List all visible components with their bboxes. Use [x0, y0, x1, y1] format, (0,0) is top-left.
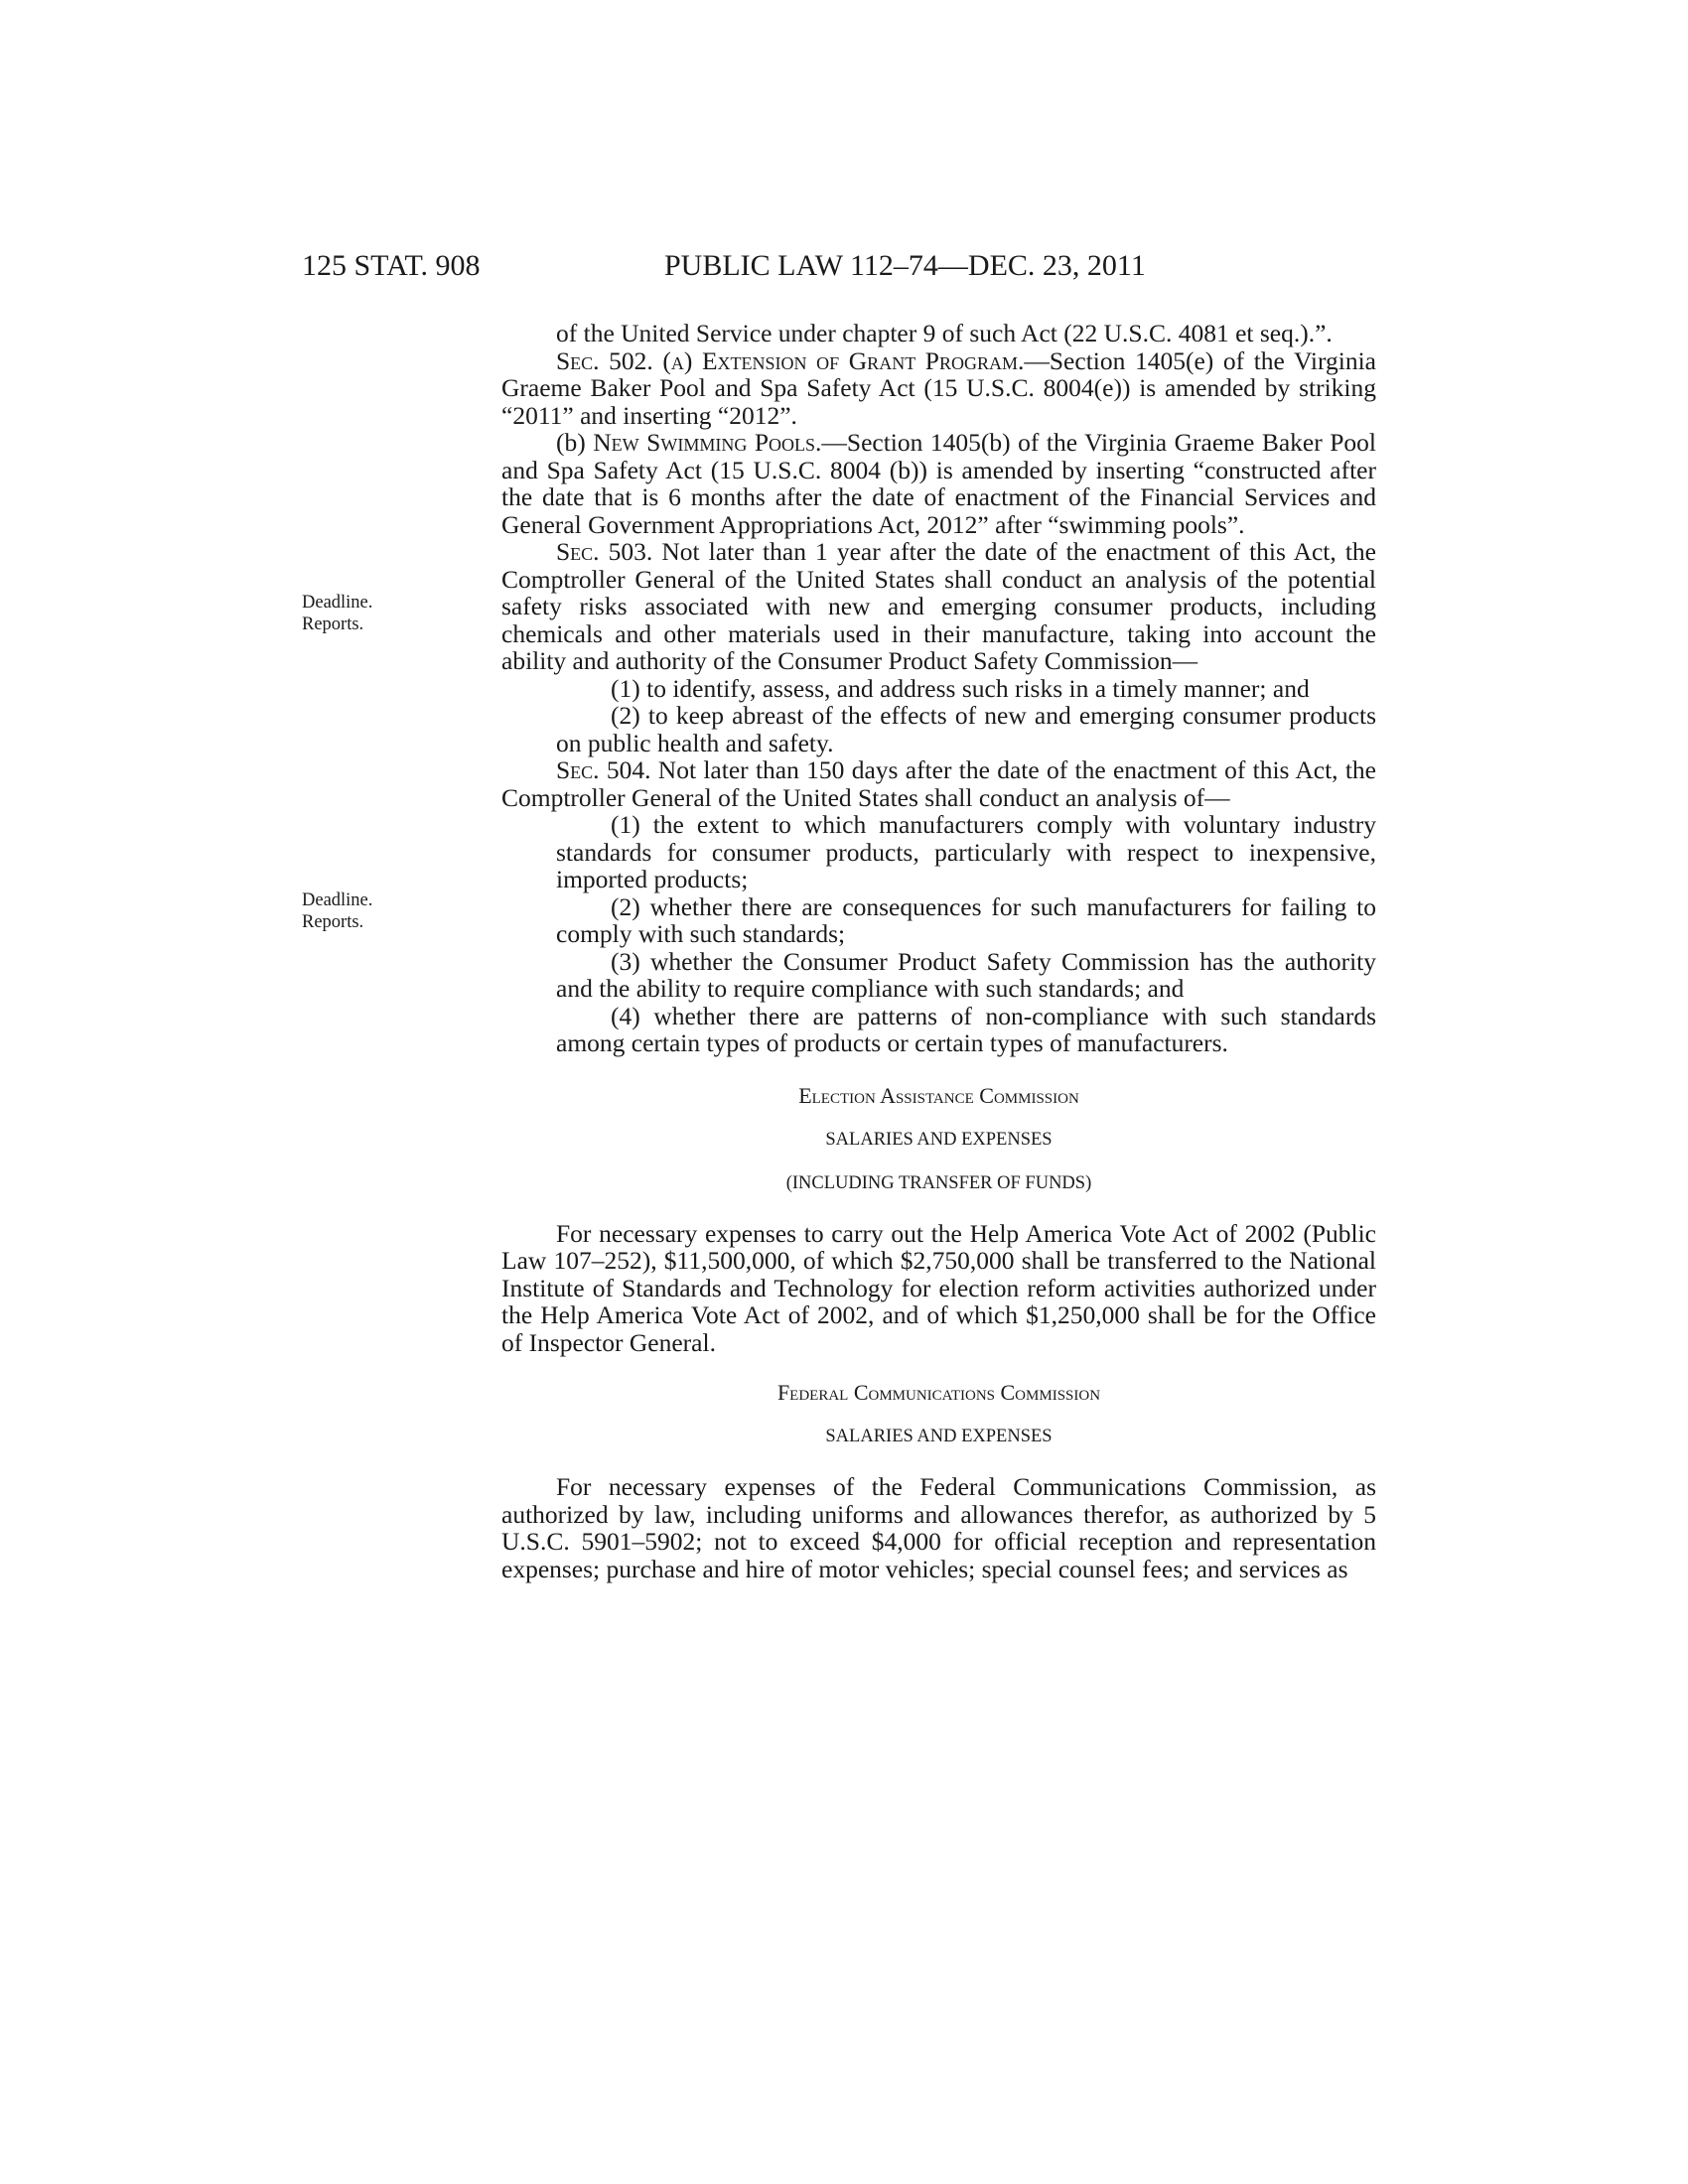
list-item: (2) to keep abreast of the effects of new and emerging consumer products on public health and safety. — [556, 701, 1376, 757]
section-text: Not later than 150 days after the date of the enactment of this Act, the Comptroller General of the United States shall conduct an analysis of— — [501, 755, 1376, 812]
running-header — [0, 246, 1688, 286]
agency-heading: Election Assistance Commission — [798, 1082, 1079, 1108]
list-item: (3) whether the Consumer Product Safety Commission has the authority and the ability to require compliance with such standards; and — [556, 946, 1376, 1003]
section-503 — [501, 538, 1376, 675]
margin-note-sec504 — [302, 889, 372, 933]
section-text: —Section 1405(e) of the Virginia Graeme Baker Pool and Spa Safety Act (15 U.S.C. 8004(e)) is amended by striking “2011” and inserting “2012”. — [501, 345, 1377, 430]
appropriation-paragraph: For necessary expenses to carry out the Help America Vote Act of 2002 (Public Law 107–252), $11,500,000, of which $2,750,000 shall be transferred to the National Institute of Standards and Technology for election reform activities authorized under the Help America Vote Act of 2002, and of which $1,250,000 shall be for the Office of Inspector General. — [501, 1218, 1376, 1357]
statute-reference: 125 STAT. 908 — [302, 249, 481, 282]
margin-note-sec503 — [302, 592, 372, 635]
appropriation-paragraph: For necessary expenses of the Federal Communications Commission, as authorized by law, including uniforms and allowances therefor, as authorized by 5 U.S.C. 5901–5902; not to exceed $4,000 for official reception and representation expenses; purchase and hire of motor vehicles; special counsel fees; and services as — [501, 1472, 1376, 1583]
section-caption: New Swimming Pools. — [593, 428, 822, 457]
section-504 — [501, 756, 1376, 811]
margin-note-deadline: Deadline. — [302, 890, 373, 910]
continued-paragraph: of the United Service under chapter 9 of such Act (22 U.S.C. 4081 et seq.).”. — [556, 319, 1333, 347]
section-label: (b) — [556, 428, 594, 457]
document-body — [501, 320, 1376, 1582]
section-502-a — [501, 347, 1376, 430]
account-heading: SALARIES AND EXPENSES — [825, 1129, 1053, 1150]
account-heading: SALARIES AND EXPENSES — [825, 1427, 1053, 1446]
margin-note-deadline: Deadline. — [302, 593, 373, 613]
section-label: Sec. 502. (a) — [556, 345, 702, 375]
list-item: (1) the extent to which manufacturers comply with voluntary industry standards for consumer products, particularly with respect to inexpensive, imported products; — [556, 810, 1376, 893]
margin-note-reports: Reports. — [302, 614, 364, 634]
list-item: (1) to identify, assess, and address such risks in a timely manner; and — [611, 673, 1310, 703]
law-title: PUBLIC LAW 112–74—DEC. 23, 2011 — [664, 249, 1146, 282]
account-subheading: (INCLUDING TRANSFER OF FUNDS) — [785, 1172, 1092, 1193]
section-502-b — [501, 429, 1376, 538]
section-text: Not later than 1 year after the date of the enactment of this Act, the Comptroller General of the United States shall conduct an analysis of the potential safety risks associated with new and emerging consumer products, including chemicals and other materials used in their manufacture, taking into account the ability and authority of the Consumer Product Safety Commission— — [501, 537, 1376, 675]
section-label: Sec. 503. — [556, 537, 662, 566]
list-item: (2) whether there are consequences for such manufacturers for failing to comply with such standards; — [556, 891, 1376, 948]
list-item: (4) whether there are patterns of non-compliance with such standards among certain types of products or certain types of manufacturers. — [556, 1001, 1376, 1057]
margin-note-reports: Reports. — [302, 912, 364, 932]
section-label: Sec. 504. — [556, 755, 658, 784]
agency-heading: Federal Communications Commission — [776, 1380, 1101, 1405]
section-text: —Section 1405(b) of the Virginia Graeme Baker Pool and Spa Safety Act (15 U.S.C. 8004 (b)) is amended by inserting “constructed after the date that is 6 months after the date of enactment of the Financial Services and General Government Appropriations Act, 2012” after “swimming pools”. — [501, 428, 1376, 539]
section-caption: Extension of Grant Program. — [701, 345, 1025, 375]
